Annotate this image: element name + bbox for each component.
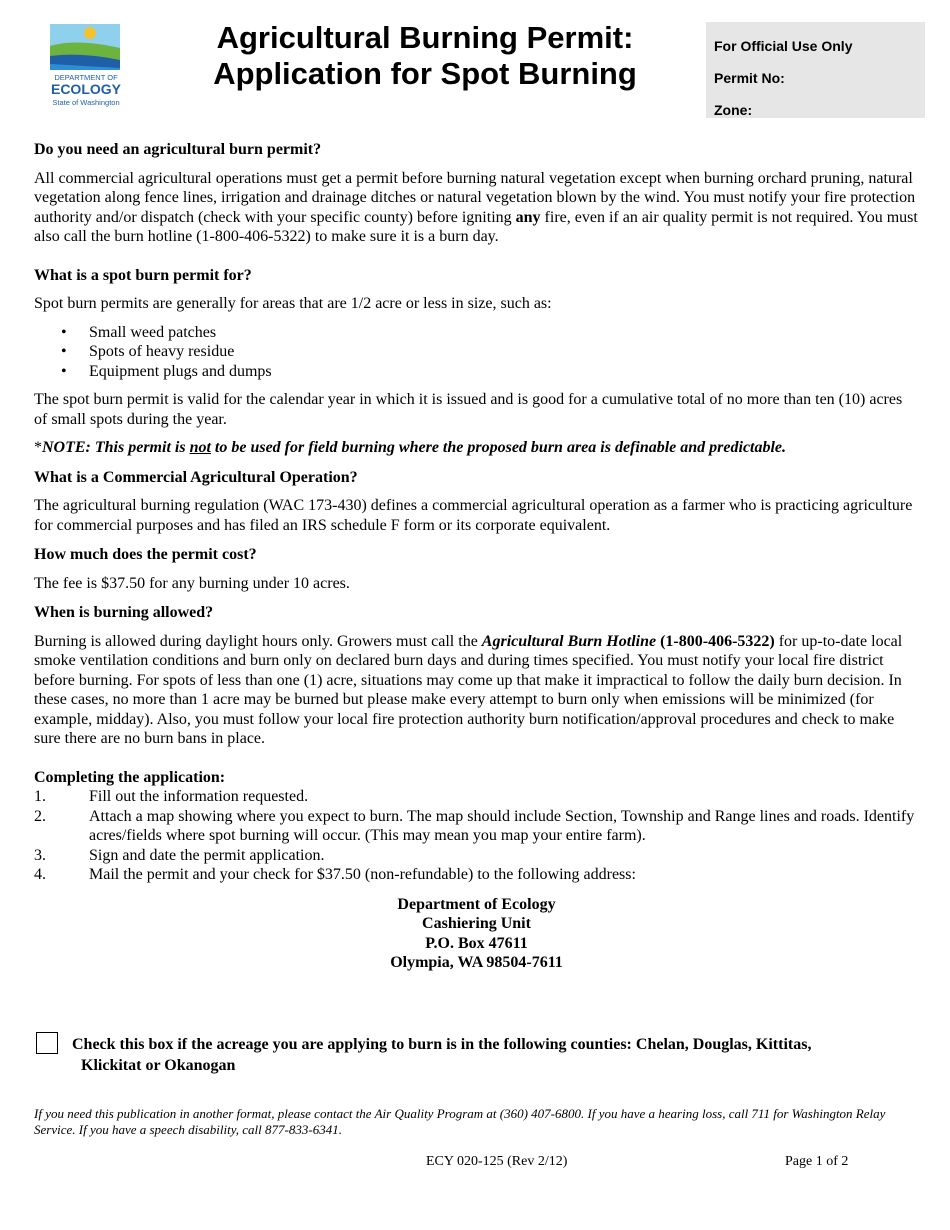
accessibility-note: If you need this publication in another format, please contact the Air Quality Program at (360) 407-6800. If you have a hearing loss, call 711 for Washington Relay Service. If you have a speech disability, call 877-833-6341. <box>34 1106 886 1137</box>
list-item: • Small weed patches <box>34 323 919 343</box>
cost-heading: How much does the permit cost? <box>34 546 257 563</box>
zone-label: Zone: <box>714 102 753 118</box>
title-line-2: Application for Spot Burning <box>213 56 637 91</box>
permit-no-label: Permit No: <box>714 70 785 86</box>
list-item: 3. Sign and date the permit application. <box>34 846 325 864</box>
mailing-address <box>34 895 919 973</box>
need-permit-heading: Do you need an agricultural burn permit? <box>34 141 322 158</box>
list-item: • Equipment plugs and dumps <box>34 362 919 382</box>
logo-state-text: State of Washington <box>52 98 120 107</box>
completing-heading: Completing the application: <box>34 768 226 786</box>
list-item: • Spots of heavy residue <box>34 342 919 362</box>
list-item: 1. Fill out the information requested. <box>34 788 309 805</box>
logo-dept-text: DEPARTMENT OF <box>54 73 118 82</box>
official-use-box <box>706 22 925 118</box>
county-checkbox[interactable] <box>36 1032 58 1054</box>
form-id: ECY 020-125 (Rev 2/12) <box>426 1154 568 1169</box>
list-item: 4. Mail the permit and your check for $37.50 (non-refundable) to the following address: <box>34 866 636 883</box>
when-body: Burning is allowed during daylight hours only. Growers must call the Agricultural Burn Hotline (1-800-406-5322) for up-to-date local smoke ventilation conditions and burn only on declared burn days and during times specified. You must notify your local fire district before burning. For spots of less than one (1) acre, situations may come up that make it impractical to follow the daily burn decision. In these cases, no more than 1 acre may be burned but please make every attempt to burn only when emissions will be minimized (for example, midday). Also, you must follow your local fire protection authority burn notification/approval procedures and check to make sure there are no burn bans in place. <box>34 632 903 747</box>
spot-permit-intro: Spot burn permits are generally for areas that are 1/2 acre or less in size, such as: <box>34 295 552 312</box>
when-heading: When is burning allowed? <box>34 604 214 621</box>
commercial-body: The agricultural burning regulation (WAC 173-430) defines a commercial agricultural operation as a farmer who is practicing agriculture for commercial purposes and has filed an IRS schedule F form or its corporate equivalent. <box>34 497 913 534</box>
page-number: Page 1 of 2 <box>785 1154 849 1169</box>
county-checkbox-label <box>72 1034 912 1076</box>
main-content <box>34 140 919 973</box>
address-line: Department of Ecology <box>397 895 556 913</box>
title-line-1: Agricultural Burning Permit: <box>216 20 634 55</box>
commercial-heading: What is a Commercial Agricultural Operation? <box>34 468 358 486</box>
checkbox-label-line-1: Check this box if the acreage you are applying to burn is in the following counties: Chelan, Douglas, Kittitas, <box>72 1036 812 1053</box>
cost-body: The fee is $37.50 for any burning under 10 acres. <box>34 574 350 592</box>
list-item: 2. Attach a map showing where you expect to burn. The map should include Section, Township and Range lines and roads. Identify acres/fields where spot burning will occur. (This may mean you map your entire farm). <box>34 807 915 844</box>
spot-permit-heading: What is a spot burn permit for? <box>34 266 252 284</box>
official-use-label: For Official Use Only <box>714 38 853 54</box>
need-permit-body: All commercial agricultural operations must get a permit before burning natural vegetation except when burning orchard pruning, natural vegetation along fence lines, irrigation and drainage ditches or natural vegetation blown by the wind. You must notify your fire protection authority and/or dispatch (check with your specific county) before igniting any fire, even if an air quality permit is not required. You must also call the burn hotline (1-800-406-5322) to make sure it is a burn day. <box>34 169 918 245</box>
address-line: Olympia, WA 98504-7611 <box>390 954 563 971</box>
page-title <box>185 20 665 92</box>
address-line: Cashiering Unit <box>422 915 531 932</box>
checkbox-label-line-2: Klickitat or Okanogan <box>81 1057 236 1074</box>
logo-ecology-text: ECOLOGY <box>50 81 121 97</box>
completing-steps <box>34 787 919 885</box>
spot-permit-note: *NOTE: This permit is not to be used for field burning where the proposed burn area is definable and predictable. <box>34 439 787 456</box>
spot-permit-validity: The spot burn permit is valid for the calendar year in which it is issued and is good for a cumulative total of no more than ten (10) acres of small spots during the year. <box>34 391 903 428</box>
ecology-logo <box>46 22 126 110</box>
spot-permit-list <box>34 323 919 382</box>
address-line: P.O. Box 47611 <box>425 934 528 952</box>
